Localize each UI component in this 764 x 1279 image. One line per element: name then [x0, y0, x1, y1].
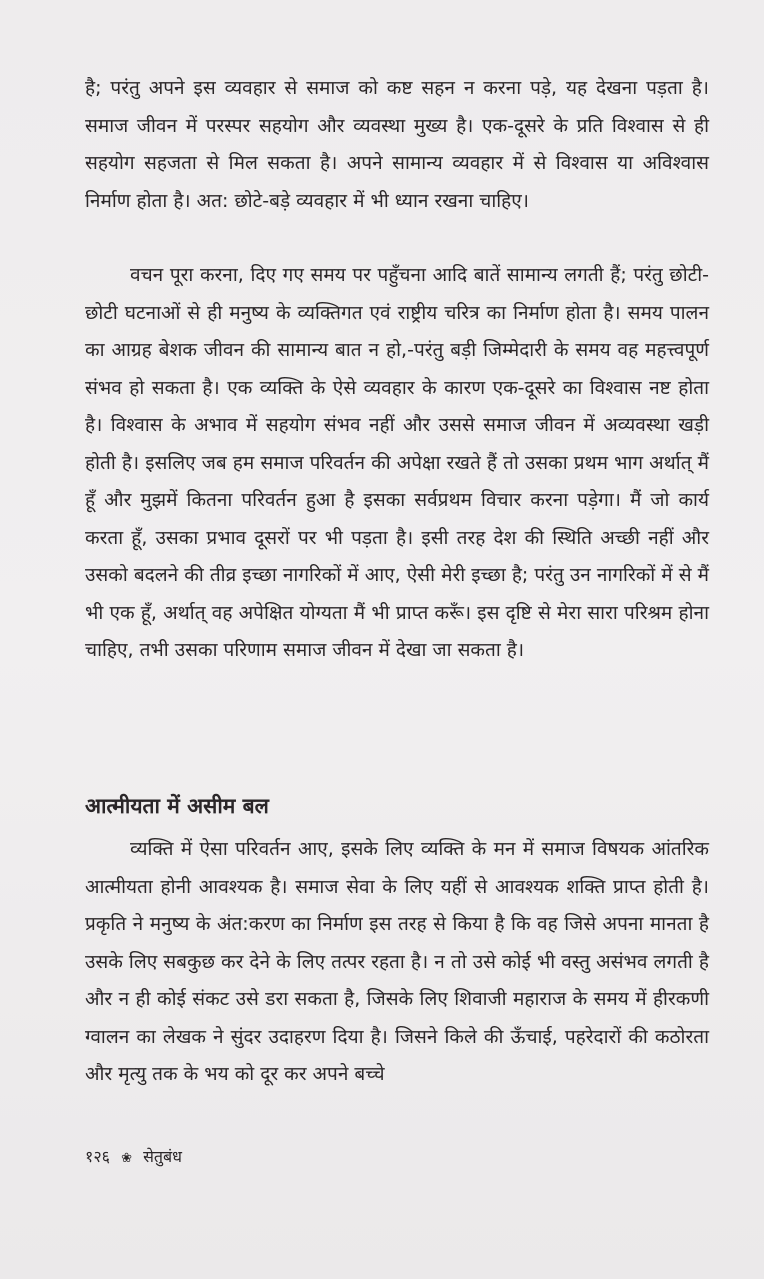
book-title: सेतुबंध: [143, 1147, 182, 1166]
flower-ornament-icon: ❀: [121, 1151, 132, 1166]
page-number: १२६: [85, 1147, 110, 1166]
paragraph-2: वचन पूरा करना, दिए गए समय पर पहुँचना आदि बातें सामान्य लगती हैं; परंतु छोटी-छोटी घटनाओं से ही मनुष्य के व्यक्तिगत एवं राष्ट्रीय चरित्र का निर्माण होता है। समय पालन का आग्रह बेशक जीवन की सामान्य बात न हो,-परंतु बड़ी जिम्मेदारी के समय वह महत्त्वपूर्ण संभव हो सकता है। एक व्यक्ति के ऐसे व्यवहार के कारण एक-दूसरे का विश्वास नष्ट होता है। विश्वास के अभाव में सहयोग संभव नहीं और उससे समाज जीवन में अव्यवस्था खड़ी होती है। इसलिए जब हम समाज परिवर्तन की अपेक्षा रखते हैं तो उसका प्रथम भाग अर्थात् मैं हूँ और मुझमें कितना परिवर्तन हुआ है इसका सर्वप्रथम विचार करना पड़ेगा। मैं जो कार्य करता हूँ, उसका प्रभाव दूसरों पर भी पड़ता है। इसी तरह देश की स्थिति अच्छी नहीं और उसको बदलने की तीव्र इच्छा नागरिकों में आए, ऐसी मेरी इच्छा है; परंतु उन नागरिकों में से मैं भी एक हूँ, अर्थात् वह अपेक्षित योग्यता मैं भी प्राप्त करूँ। इस दृष्टि से मेरा सारा परिश्रम होना चाहिए, तभी उसका परिणाम समाज जीवन में देखा जा सकता है।: [85, 264, 709, 661]
paragraph-1: है; परंतु अपने इस व्यवहार से समाज को कष्ट सहन न करना पड़े, यह देखना पड़ता है। समाज जीवन में परस्पर सहयोग और व्यवस्था मुख्य है। एक-दूसरे के प्रति विश्वास से ही सहयोग सहजता से मिल सकता है। अपने सामान्य व्यवहार में से विश्वास या अविश्वास निर्माण होता है। अत: छोटे-बड़े व्यवहार में भी ध्यान रखना चाहिए।: [85, 77, 709, 212]
paragraph-3: व्यक्ति में ऐसा परिवर्तन आए, इसके लिए व्यक्ति के मन में समाज विषयक आंतरिक आत्मीयता होनी आवश्यक है। समाज सेवा के लिए यहीं से आवश्यक शक्ति प्राप्त होती है। प्रकृति ने मनुष्य के अंत:करण का निर्माण इस तरह से किया है कि वह जिसे अपना मानता है उसके लिए सबकुछ कर देने के लिए तत्पर रहता है। न तो उसे कोई भी वस्तु असंभव लगती है और न ही कोई संकट उसे डरा सकता है, जिसके लिए शिवाजी महाराज के समय में हीरकणी ग्वालन का लेखक ने सुंदर उदाहरण दिया है। जिसने किले की ऊँचाई, पहरेदारों की कठोरता और मृत्यु तक के भय को दूर कर अपने बच्चे: [85, 838, 709, 1085]
section-heading: आत्मीयता में असीम बल: [85, 794, 269, 818]
page-footer: [85, 1145, 182, 1171]
